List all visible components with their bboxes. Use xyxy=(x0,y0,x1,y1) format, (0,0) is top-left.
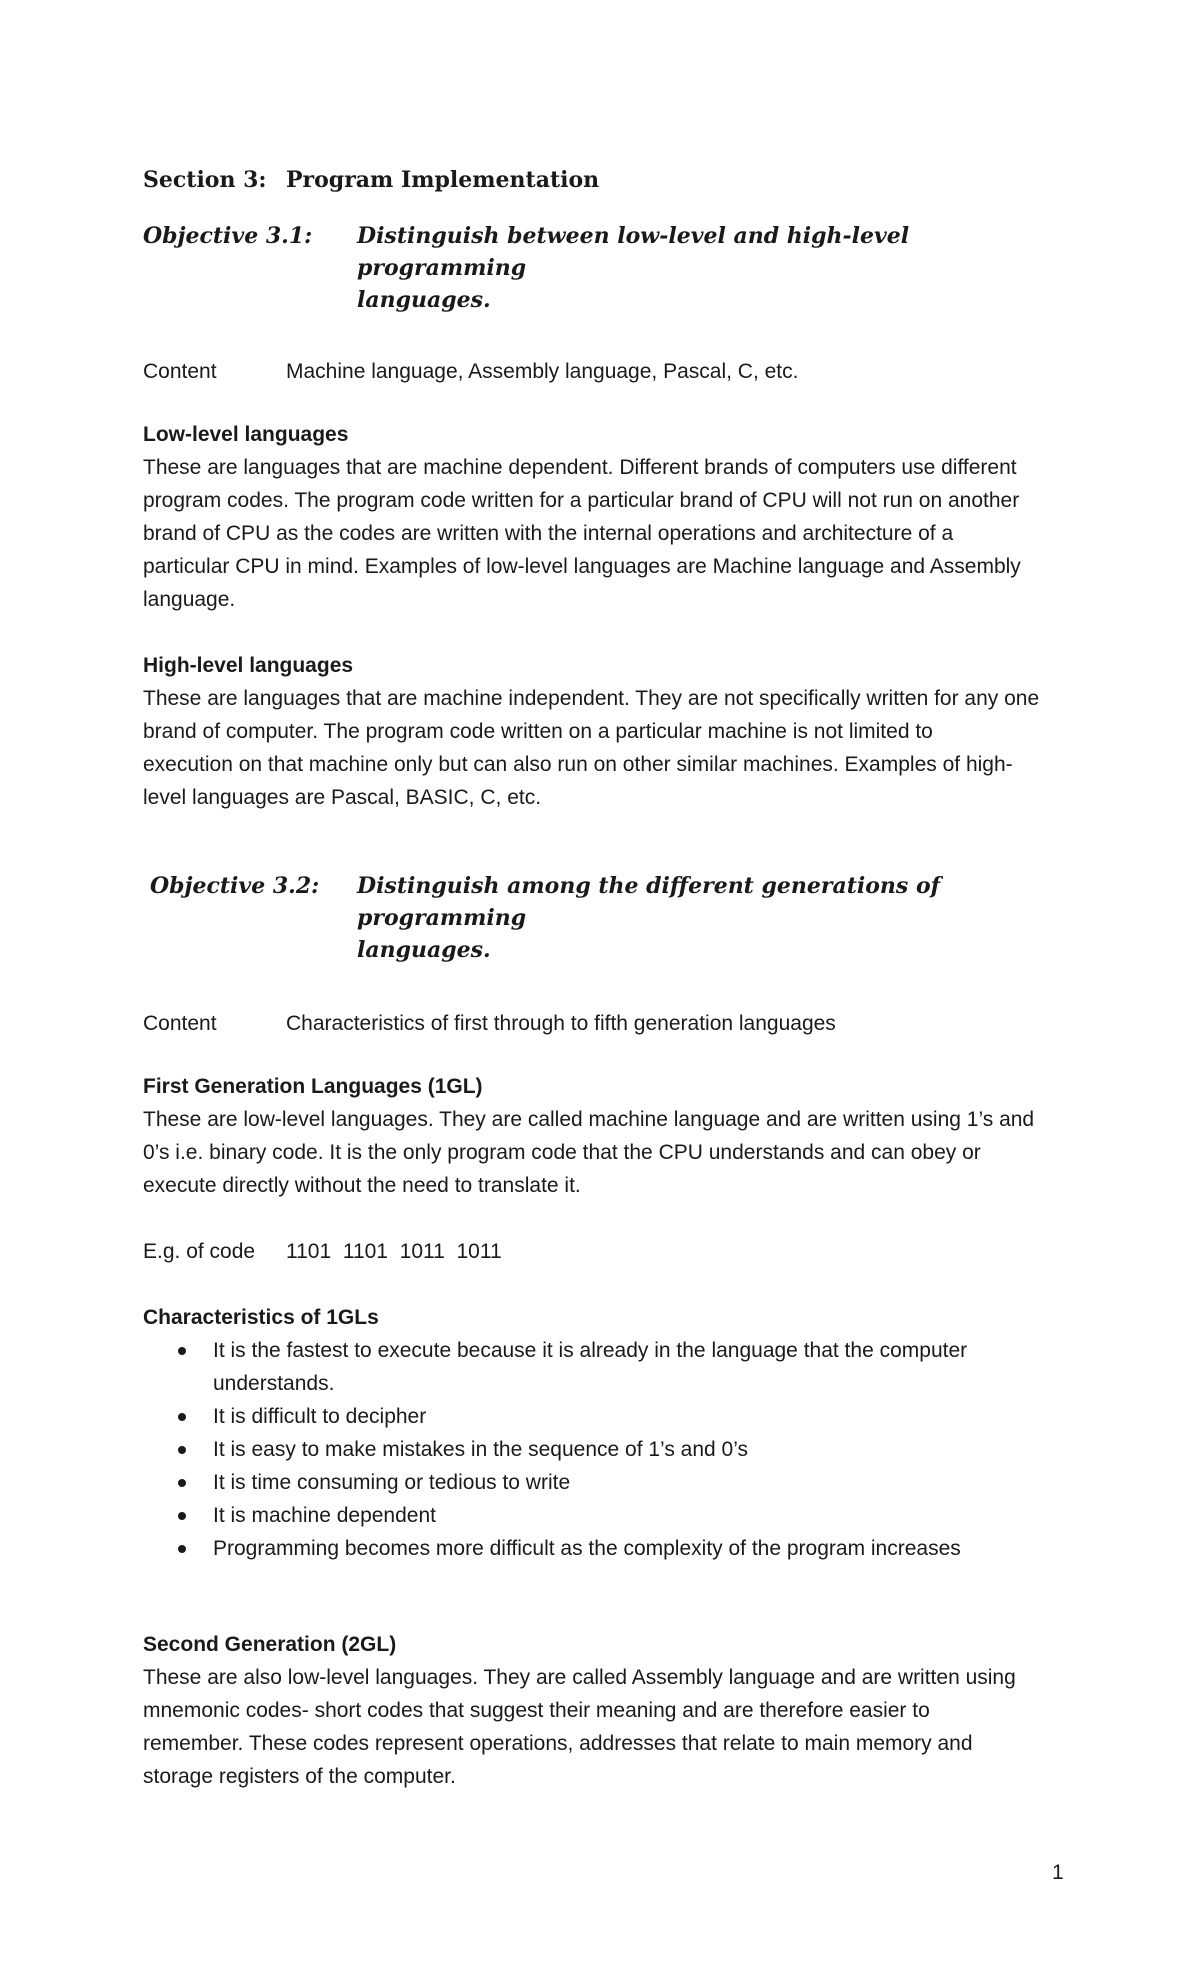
characteristics-heading-text: Characteristics of 1GLs xyxy=(143,1306,379,1329)
high-level-line: brand of computer. The program code written on a particular machine is not limited to xyxy=(143,720,933,743)
low-level-heading: Low-level languages xyxy=(143,423,349,446)
low-level-section xyxy=(143,418,1078,616)
objective-1-line-2: languages. xyxy=(357,287,491,313)
section-title: Program Implementation xyxy=(286,167,600,193)
first-gen-heading: First Generation Languages (1GL) xyxy=(143,1075,483,1098)
list-item xyxy=(143,1334,1078,1367)
list-item-continuation xyxy=(143,1367,1078,1400)
objective-2-text xyxy=(357,870,1077,966)
bullet-icon xyxy=(178,1545,186,1553)
second-gen-heading: Second Generation (2GL) xyxy=(143,1633,397,1656)
first-gen-section xyxy=(143,1070,1078,1202)
first-gen-line: 0’s i.e. binary code. It is the only program code that the CPU understands and can obey or xyxy=(143,1141,981,1164)
second-gen-line: These are also low-level languages. They are called Assembly language and are written using xyxy=(143,1666,1016,1689)
bullet-icon xyxy=(178,1347,186,1355)
list-item-text: It is easy to make mistakes in the sequence of 1’s and 0’s xyxy=(213,1438,749,1461)
example-label: E.g. of code xyxy=(143,1240,256,1263)
high-level-line: execution on that machine only but can also run on other similar machines. Examples of high- xyxy=(143,753,1013,776)
low-level-line: particular CPU in mind. Examples of low-level languages are Machine language and Assembly xyxy=(143,555,1021,578)
objective-2-line-2: languages. xyxy=(357,937,491,963)
second-gen-line: remember. These codes represent operations, addresses that relate to main memory and xyxy=(143,1732,973,1755)
high-level-heading: High-level languages xyxy=(143,654,354,677)
list-item-text: It is difficult to decipher xyxy=(213,1405,427,1428)
low-level-line: brand of CPU as the codes are written with the internal operations and architecture of a xyxy=(143,522,954,545)
list-item-text: It is machine dependent xyxy=(213,1504,436,1527)
list-item-text: understands. xyxy=(213,1372,335,1395)
high-level-line: These are languages that are machine independent. They are not specifically written for any one xyxy=(143,687,1040,710)
first-gen-line: These are low-level languages. They are called machine language and are written using 1’s and xyxy=(143,1108,1035,1131)
second-gen-section xyxy=(143,1628,1078,1793)
list-item xyxy=(143,1499,1078,1532)
high-level-line: level languages are Pascal, BASIC, C, etc. xyxy=(143,786,542,809)
list-item-text: It is the fastest to execute because it is already in the language that the computer xyxy=(213,1339,968,1362)
list-item-text: It is time consuming or tedious to write xyxy=(213,1471,571,1494)
section-label: Section 3: xyxy=(143,167,267,193)
objective-2-label: Objective 3.2: xyxy=(150,873,320,899)
objective-2-line-1: Distinguish among the different generations of programming xyxy=(357,873,941,931)
bullet-icon xyxy=(178,1479,186,1487)
low-level-line: language. xyxy=(143,588,236,611)
bullet-icon xyxy=(178,1413,186,1421)
list-item xyxy=(143,1532,1078,1565)
objective-1-line-1: Distinguish between low-level and high-level programming xyxy=(357,223,910,281)
first-gen-line: execute directly without the need to translate it. xyxy=(143,1174,581,1197)
content-1-label: Content xyxy=(143,360,217,383)
example-code: 1101 1101 1011 1011 xyxy=(286,1240,502,1263)
content-1-text: Machine language, Assembly language, Pascal, C, etc. xyxy=(286,360,799,383)
bullet-icon xyxy=(178,1512,186,1520)
characteristics-heading xyxy=(143,1301,1078,1334)
list-item xyxy=(143,1400,1078,1433)
content-2-label: Content xyxy=(143,1012,217,1035)
list-item xyxy=(143,1466,1078,1499)
high-level-section xyxy=(143,649,1078,814)
bullet-icon xyxy=(178,1446,186,1454)
second-gen-line: storage registers of the computer. xyxy=(143,1765,456,1788)
content-2-text: Characteristics of first through to fifth generation languages xyxy=(286,1012,836,1035)
list-item-text: Programming becomes more difficult as the complexity of the program increases xyxy=(213,1537,961,1560)
second-gen-line: mnemonic codes- short codes that suggest their meaning and are therefore easier to xyxy=(143,1699,930,1722)
objective-1-label: Objective 3.1: xyxy=(143,223,313,249)
characteristics-list xyxy=(143,1334,1078,1565)
objective-1-text xyxy=(357,220,1077,316)
list-item xyxy=(143,1433,1078,1466)
low-level-line: These are languages that are machine dependent. Different brands of computers use different xyxy=(143,456,1017,479)
page-number: 1 xyxy=(1052,1861,1064,1884)
low-level-line: program codes. The program code written for a particular brand of CPU will not run on another xyxy=(143,489,1020,512)
